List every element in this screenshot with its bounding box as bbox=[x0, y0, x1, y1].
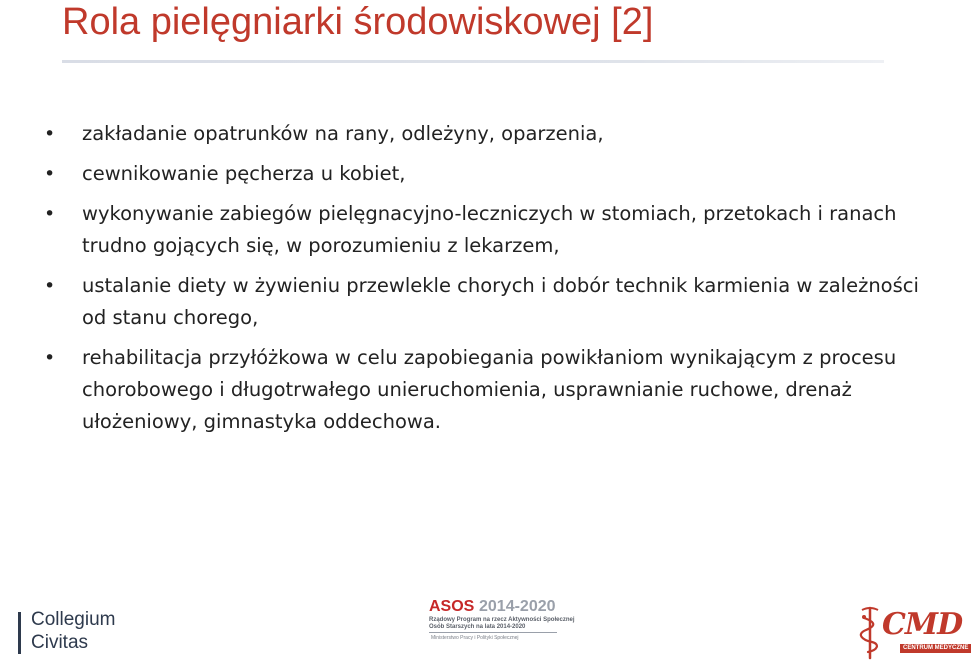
slide-title: Rola pielęgniarki środowiskowej [2] bbox=[62, 1, 654, 43]
bullet-dot: • bbox=[44, 123, 56, 145]
asos-logo bbox=[429, 598, 575, 646]
asos-ministry: Ministerstwo Pracy i Polityki Społecznej bbox=[431, 635, 519, 641]
bullet-text: zakładanie opatrunków na rany, odleżyny, oparzenia, bbox=[82, 122, 604, 145]
bullet-dot: • bbox=[44, 347, 56, 369]
bullet-text: rehabilitacja przyłóżkowa w celu zapobiegania powikłaniom wynikającym z procesu chorobowego i długotrwałego unieruchomienia, usprawnianie ruchowe, drenaż ułożeniowy, gimnastyka oddechowa. bbox=[82, 346, 897, 433]
bullet-item bbox=[44, 270, 932, 334]
cmd-logo bbox=[858, 604, 969, 662]
bullet-dot: • bbox=[44, 203, 56, 225]
bullet-text: cewnikowanie pęcherza u kobiet, bbox=[82, 162, 406, 185]
bullet-list bbox=[44, 118, 932, 438]
asos-subtitle-line2: Osób Starszych na lata 2014-2020 bbox=[429, 624, 526, 630]
logo-text-line1: Collegium bbox=[31, 609, 116, 630]
collegium-civitas-logo bbox=[18, 606, 128, 660]
bullet-text: wykonywanie zabiegów pielęgnacyjno-leczniczych w stomiach, przetokach i ranach trudno gojących się, w porozumieniu z lekarzem, bbox=[82, 202, 897, 257]
bullet-text: ustalanie diety w żywieniu przewlekle chorych i dobór technik karmienia w zależności od stanu chorego, bbox=[82, 274, 919, 329]
cmd-subtitle: CENTRUM MEDYCZNE bbox=[900, 644, 971, 653]
bullet-dot: • bbox=[44, 163, 56, 185]
asos-years: 2014-2020 bbox=[479, 598, 556, 615]
asos-divider bbox=[429, 632, 557, 633]
bullet-item bbox=[44, 342, 932, 438]
asos-subtitle-line1: Rządowy Program na rzecz Aktywności Społecznej bbox=[429, 617, 575, 623]
bullet-item bbox=[44, 118, 932, 150]
title-underline bbox=[62, 60, 884, 63]
logo-text-line2: Civitas bbox=[31, 632, 89, 653]
bullet-dot: • bbox=[44, 275, 56, 297]
cmd-name: CMD bbox=[882, 607, 963, 642]
logo-bar bbox=[18, 612, 21, 654]
asos-name: ASOS bbox=[429, 598, 475, 615]
bullet-item bbox=[44, 158, 932, 190]
bullet-item bbox=[44, 198, 932, 262]
